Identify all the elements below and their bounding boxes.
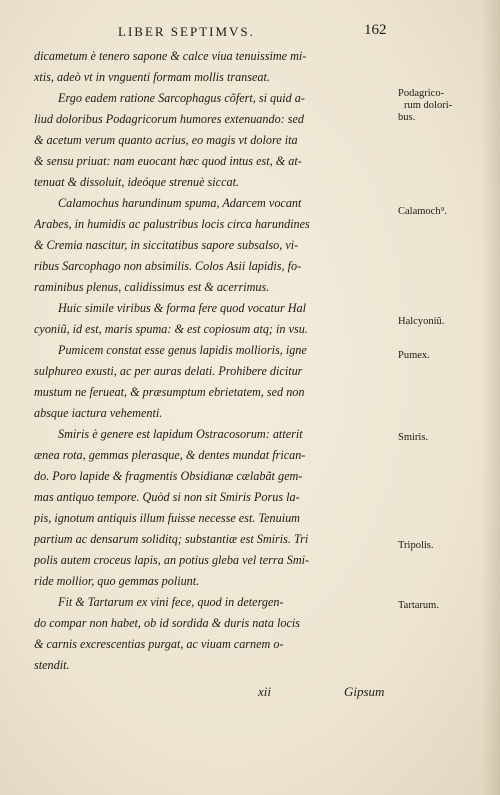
text-line: Arabes, in humidis ac palustribus locis circa harundines [34,217,310,231]
text-line: tenuat & dissoluit, ideóque strenuè siccat. [34,175,240,189]
text-line: cyoniũ, id est, maris spuma: & est copiosum atq; in vsu. [34,322,308,336]
margin-note-line: Podagrico- [398,88,445,99]
text-line: do. Poro lapide & fragmentis Obsidianæ cælabãt gem- [34,469,303,483]
text-line: liud doloribus Podagricorum humores extenuando: sed [34,112,305,126]
text-line: & acetum verum quanto acrius, eo magis vt dolore ita [34,133,298,147]
text-line: Huic simile viribus & forma fere quod vocatur Hal [58,301,307,315]
margin-note-calamochus: Calamoch⁹. [398,206,447,217]
text-line: ride mollior, quo gemmas poliunt. [34,574,200,588]
text-line: & Cremia nascitur, in siccitatibus sapore subsalso, vi- [34,238,299,252]
text-line: Fit & Tartarum ex vini fece, quod in detergen- [58,595,284,609]
text-line: dicametum è tenero sapone & calce viua tenuissime mi- [34,49,307,63]
text-line: ribus Sarcophago non absimilis. Colos Asii lapidis, fo- [34,259,302,273]
text-line: Smiris è genere est lapidum Ostracosorum: atterit [58,427,303,441]
text-line: sulphureo exusti, ac per auras delati. Prohibere dicitur [34,364,303,378]
folio-number: 162 [364,22,387,38]
signature-mark: xii [258,684,271,699]
text-line: & carnis excrescentias purgat, ac viuam carnem o- [34,637,284,651]
margin-note-line: bus. [398,112,416,123]
text-line: polis autem croceus lapis, an potius gleba vel terra Smi- [34,553,310,567]
page-edge-shadow [482,0,500,795]
text-line: absque iactura vehementi. [34,406,163,420]
text-line: Ergo eadem ratione Sarcophagus cõfert, si quid a- [58,91,305,105]
text-line: Pumicem constat esse genus lapidis mollioris, igne [58,343,307,357]
running-head: LIBER SEPTIMVS. [118,24,255,39]
text-line: pis, ignotum antiquis illum fuisse necesse est. Tenuium [34,511,300,525]
text-line: xtis, adeò vt in vnguenti formam mollis transeat. [34,70,270,84]
text-line: stendit. [34,658,70,672]
margin-note-smiris: Smiris. [398,432,429,443]
text-line: Calamochus harundinum spuma, Adarcem vocant [58,196,302,210]
main-text-column [34,46,392,676]
margin-note-tartarum: Tartarum. [398,600,439,611]
margin-note-line: rum dolori- [404,100,453,111]
text-line: mustum ne ferueat, & præsumptum ebrietatem, sed non [34,385,305,399]
text-line: do compar non habet, ob id sordida & duris nata locis [34,616,300,630]
margin-note-podagricorum [398,88,470,124]
margin-note-pumex: Pumex. [398,350,430,361]
text-line: raminibus plenus, calidissimus est & acerrimus. [34,280,270,294]
text-line: ænea rota, gemmas plerasque, & dentes mundat frican- [34,448,306,462]
catchword: Gipsum [344,684,385,699]
margin-note-halcyonium: Halcyoniũ. [398,316,445,327]
text-line: & sensu priuat: nam euocant hæc quod intus est, & at- [34,154,302,168]
text-line: mas antiquo tempore. Quòd si non sit Smiris Porus la- [34,490,300,504]
text-line: partium ac densarum soliditq; substantiæ est Smiris. Tri [34,532,309,546]
margin-note-tripolis: Tripolis. [398,540,434,551]
